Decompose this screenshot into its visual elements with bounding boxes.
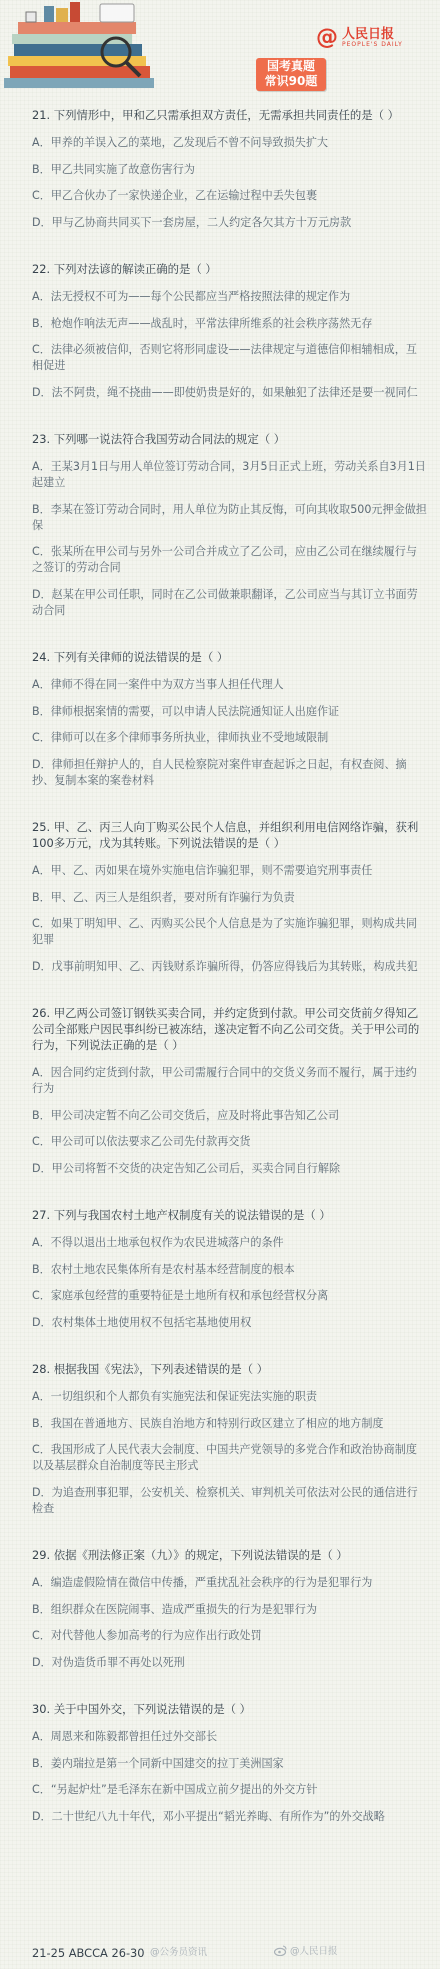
option-d: D．对伪造货币罪不再处以死刑	[32, 1655, 185, 1669]
option-c: C．家庭承包经营的重要特征是土地所有权和承包经营权分离	[32, 1289, 329, 1302]
option-c: C．甲公司可以依法要求乙公司先付款再交货	[32, 1135, 251, 1148]
option-b: B．我国在普通地方、民族自治地方和特别行政区建立了相应的地方制度	[32, 1416, 384, 1430]
option-c: C．律师可以在多个律师事务所执业，律师执业不受地域限制	[32, 731, 329, 744]
question-28	[32, 1361, 427, 1517]
logo-chinese: 人民日报	[342, 26, 395, 42]
option-b: B．甲乙共同实施了故意伤害行为	[32, 162, 195, 176]
option-d: D．农村集体土地使用权不包括宅基地使用权	[32, 1315, 252, 1329]
option-b: B．枪炮作响法无声——战乱时，平常法律所维系的社会秩序荡然无存	[32, 316, 373, 330]
option-d: D．律师担任辩护人的，自人民检察院对案件审查起诉之日起，有权查阅、摘抄、复制本案的案卷材料	[32, 757, 407, 787]
option-c: C．法律必须被信仰，否则它将形同虚设——法律规定与道德信仰相辅相成，互相促进	[32, 343, 417, 372]
weibo-icon	[274, 1945, 287, 1956]
option-a: A．不得以退出土地承包权作为农民进城落户的条件	[32, 1236, 284, 1249]
option-d: D．甲与乙协商共同买下一套房屋，二人约定各欠其方十万元房款	[32, 215, 352, 229]
badge-line-1: 国考真题	[266, 59, 315, 73]
option-b: B．组织群众在医院闹事、造成严重损失的行为是犯罪行为	[32, 1602, 317, 1616]
question-title: 29. 依据《刑法修正案（九）》的规定，下列说法错误的是（ ）	[32, 1548, 348, 1562]
option-d: D．二十世纪八九十年代，邓小平提出“韬光养晦、有所作为”的外交战略	[32, 1809, 385, 1823]
header-banner	[0, 0, 440, 92]
question-title: 27. 下列与我国农村土地产权制度有关的说法错误的是（ ）	[32, 1208, 331, 1222]
logo-english: PEOPLE'S DAILY	[342, 40, 403, 48]
question-23	[32, 431, 427, 619]
option-a: A．法无授权不可为——每个公民都应当严格按照法律的规定作为	[32, 290, 351, 303]
badge-line-2: 常识90题	[264, 74, 318, 88]
option-b: B．甲公司决定暂不向乙公司交货后，应及时将此事告知乙公司	[32, 1108, 340, 1122]
question-title: 25. 甲、乙、丙三人向丁购买公民个人信息，并组织利用电信网络诈骗，获利100多万元，戊为其转账。下列说法错误的是（ ）	[32, 820, 419, 850]
question-title: 22. 下列对法谚的解读正确的是（ ）	[32, 262, 217, 276]
option-b: B．律师根据案情的需要，可以申请人民法院通知证人出庭作证	[32, 704, 340, 718]
question-title: 30. 关于中国外交，下列说法错误的是（ ）	[32, 1702, 251, 1716]
stacked-books-illustration	[4, 2, 174, 90]
question-title: 24. 下列有关律师的说法错误的是（ ）	[32, 650, 229, 664]
answer-key: 21-25 ABCCA 26-30	[32, 1946, 145, 1960]
option-a: A．甲养的羊误入乙的菜地，乙发现后不曾不问导致损失扩大	[32, 136, 329, 149]
exam-badge	[256, 58, 326, 91]
question-24	[32, 649, 427, 789]
option-a: A．一切组织和个人都负有实施宪法和保证宪法实施的职责	[32, 1390, 317, 1403]
option-b: B．姜内瑞拉是第一个同新中国建交的拉丁美洲国家	[32, 1756, 284, 1770]
question-title: 23. 下列哪一说法符合我国劳动合同法的规定（ ）	[32, 432, 286, 446]
option-a: A．律师不得在同一案件中为双方当事人担任代理人	[32, 678, 284, 691]
option-c: C．如果丁明知甲、乙、丙购买公民个人信息是为了实施诈骗犯罪，则构成共同犯罪	[32, 917, 417, 946]
option-c: C．“另起炉灶”是毛泽东在新中国成立前夕提出的外交方针	[32, 1783, 318, 1796]
question-title: 26. 甲乙两公司签订钢铁买卖合同，并约定货到付款。甲公司交货前夕得知乙公司全部账户因民事纠纷已被冻结，遂决定暂不向乙公司交货。关于甲公司的行为，下列说法正确的是（ ）	[32, 1006, 420, 1052]
option-d: D．甲公司将暂不交货的决定告知乙公司后，买卖合同自行解除	[32, 1161, 341, 1175]
option-c: C．我国形成了人民代表大会制度、中国共产党领导的多党合作和政治协商制度以及基层群众自治制度等民主形式	[32, 1443, 417, 1472]
option-b: B．李某在签订劳动合同时，用人单位为防止其反悔，可向其收取500元押金做担保	[32, 502, 427, 532]
question-25	[32, 819, 427, 975]
question-list	[32, 107, 427, 1835]
weibo-watermark	[274, 1943, 338, 1957]
watermark-text: @人民日报	[290, 1946, 338, 1957]
option-b: B．甲、乙、丙三人是组织者，要对所有诈骗行为负责	[32, 890, 295, 904]
option-d: D．赵某在甲公司任职，同时在乙公司做兼职翻译，乙公司应当与其订立书面劳动合同	[32, 587, 418, 617]
question-27	[32, 1207, 427, 1331]
option-c: C．甲乙合伙办了一家快递企业，乙在运输过程中丢失包裹	[32, 189, 318, 202]
question-21	[32, 107, 427, 231]
option-a: A．甲、乙、丙如果在境外实施电信诈骗犯罪，则不需要追究刑事责任	[32, 864, 373, 877]
option-a: A．周恩来和陈毅都曾担任过外交部长	[32, 1730, 218, 1743]
option-a: A．编造虚假险情在微信中传播，严重扰乱社会秩序的行为是犯罪行为	[32, 1576, 373, 1589]
watermark-center: @公务员资讯	[150, 1947, 208, 1958]
option-d: D．戊事前明知甲、乙、丙钱财系诈骗所得，仍答应得钱后为其转账，构成共犯	[32, 959, 418, 973]
question-26	[32, 1005, 427, 1177]
question-30	[32, 1701, 427, 1825]
question-title: 21. 下列情形中，甲和乙只需承担双方责任，无需承担共同责任的是（ ）	[32, 108, 400, 122]
option-b: B．农村土地农民集体所有是农村基本经营制度的根本	[32, 1262, 295, 1276]
peoples-daily-logo	[316, 25, 432, 50]
option-c: C．张某所在甲公司与另外一公司合并成立了乙公司，应由乙公司在继续履行与之签订的劳动合同	[32, 545, 417, 574]
question-22	[32, 261, 427, 401]
option-a: A．王某3月1日与用人单位签订劳动合同，3月5日正式上班，劳动关系自3月1日起建立	[32, 460, 426, 489]
question-29	[32, 1547, 427, 1671]
option-d: D．法不阿贵，绳不挠曲——即使奶贵是好的，如果触犯了法律还是要一视同仁	[32, 385, 418, 399]
question-title: 28. 根据我国《宪法》，下列表述错误的是（ ）	[32, 1362, 269, 1376]
at-sign-icon: @	[316, 25, 338, 50]
option-a: A．因合同约定货到付款，甲公司需履行合同中的交货义务而不履行，属于违约行为	[32, 1066, 417, 1095]
option-d: D．为追查刑事犯罪，公安机关、检察机关、审判机关可依法对公民的通信进行检查	[32, 1485, 418, 1515]
option-c: C．对代替他人参加高考的行为应作出行政处罚	[32, 1629, 262, 1642]
